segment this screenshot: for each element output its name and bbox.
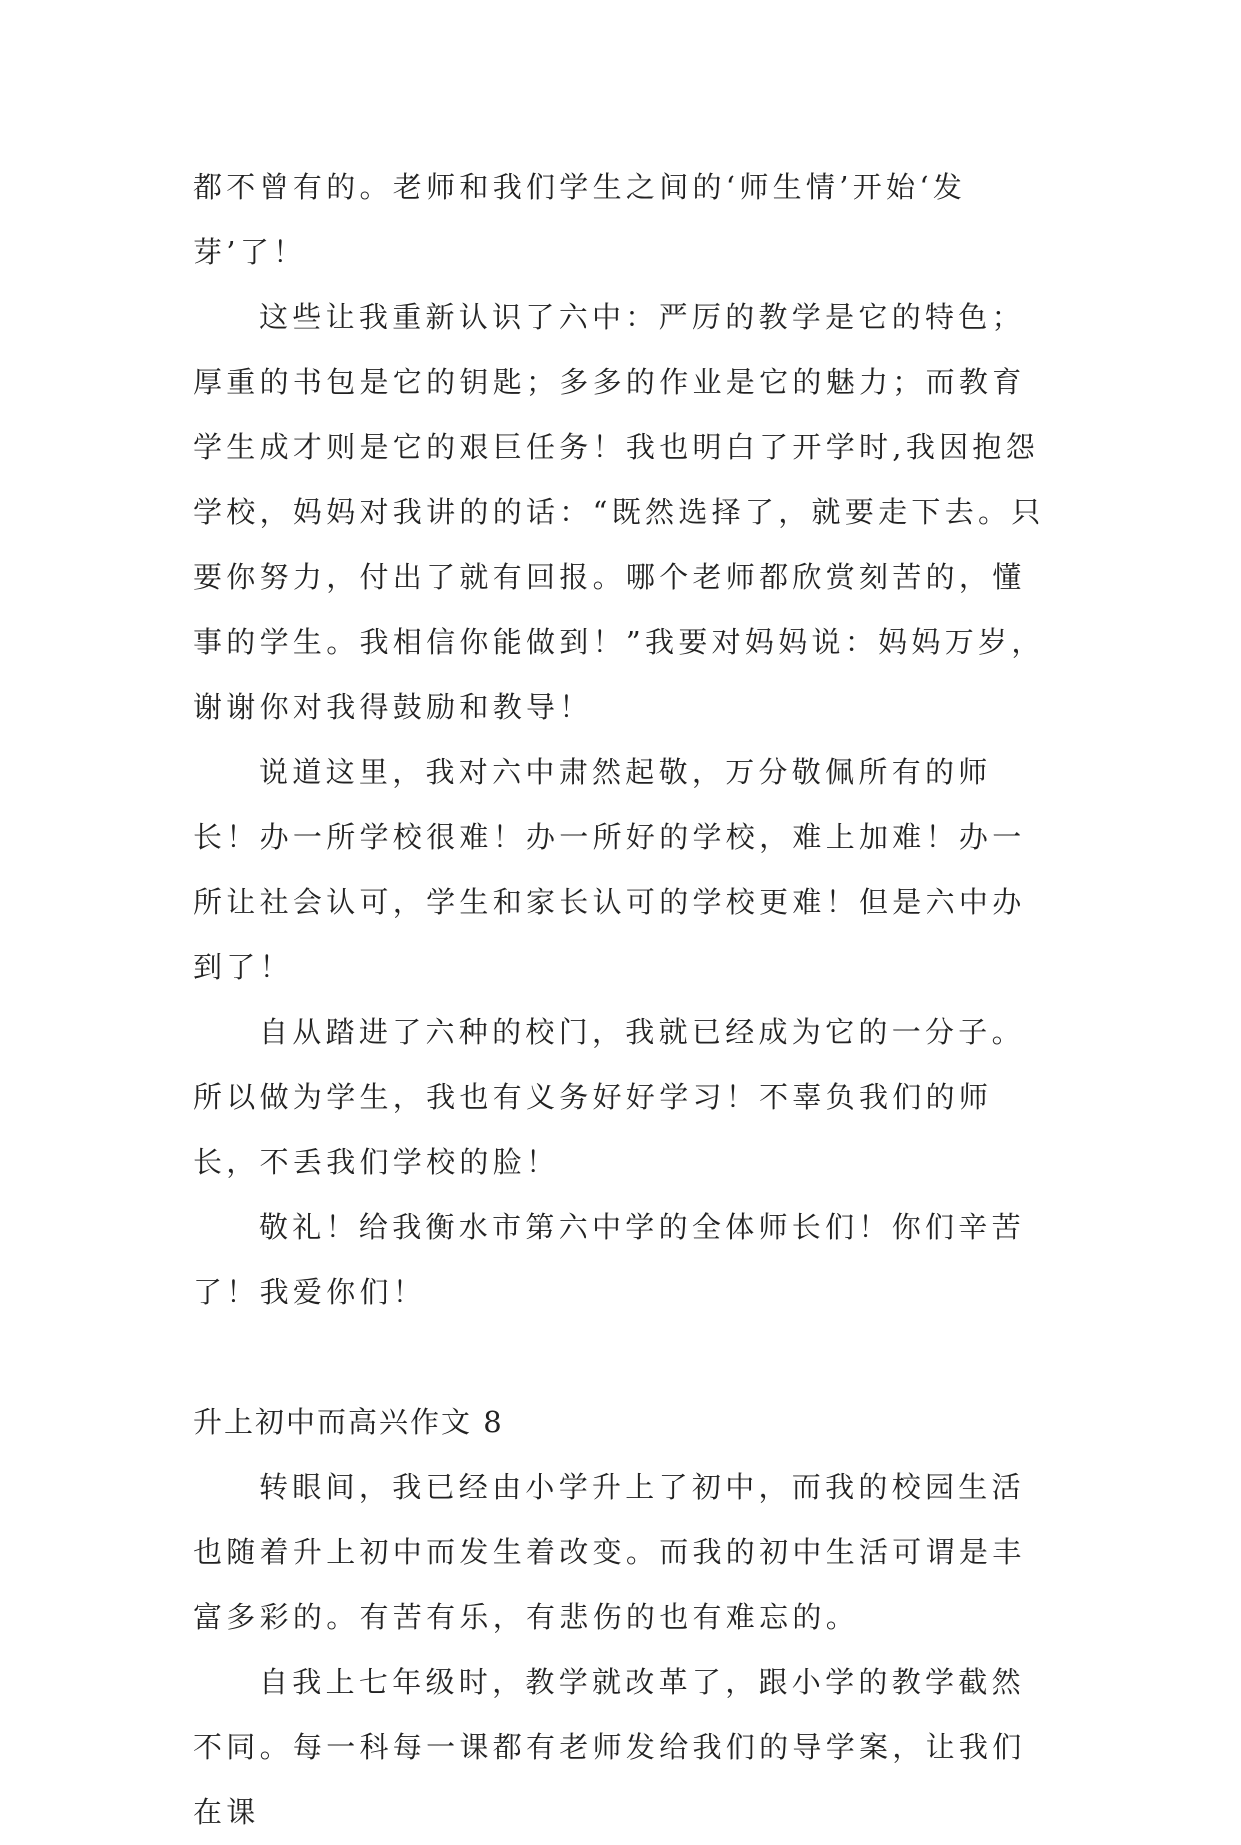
paragraph: 敬礼！给我衡水市第六中学的全体师长们！你们辛苦了！我爱你们！ (193, 1210, 1025, 1309)
paragraph: 这些让我重新认识了六中：严厉的教学是它的特色；厚重的书包是它的钥匙；多多的作业是它的魅力；而教育学生成才则是它的艰巨任务！我也明白了开学时,我因抱怨学校，妈妈对我讲的的话：“既然选择了，就要走下去。只要你努力，付出了就有回报。哪个老师都欣赏刻苦的，懂事的学生。我相信你能做到！”我要对妈妈说：妈妈万岁，谢谢你对我得鼓励和教导！ (193, 300, 1045, 724)
paragraph: 自从踏进了六种的校门，我就已经成为它的一分子。所以做为学生，我也有义务好好学习！不辜负我们的师长，不丢我们学校的脸！ (193, 1015, 1025, 1179)
paragraph: 都不曾有的。老师和我们学生之间的‘师生情’开始‘发芽’了！ (193, 170, 967, 269)
document-body (193, 155, 1053, 1845)
paragraph: 说道这里，我对六中肃然起敬，万分敬佩所有的师长！办一所学校很难！办一所好的学校，难上加难！办一所让社会认可，学生和家长认可的学校更难！但是六中办到了！ (193, 755, 1026, 984)
paragraph: 自我上七年级时，教学就改革了，跟小学的教学截然不同。每一科每一课都有老师发给我们的导学案，让我们在课 (193, 1665, 1026, 1829)
paragraph: 转眼间，我已经由小学升上了初中，而我的校园生活也随着升上初中而发生着改变。而我的初中生活可谓是丰富多彩的。有苦有乐，有悲伤的也有难忘的。 (193, 1470, 1026, 1634)
section-title: 升上初中而高兴作文 8 (193, 1405, 504, 1439)
